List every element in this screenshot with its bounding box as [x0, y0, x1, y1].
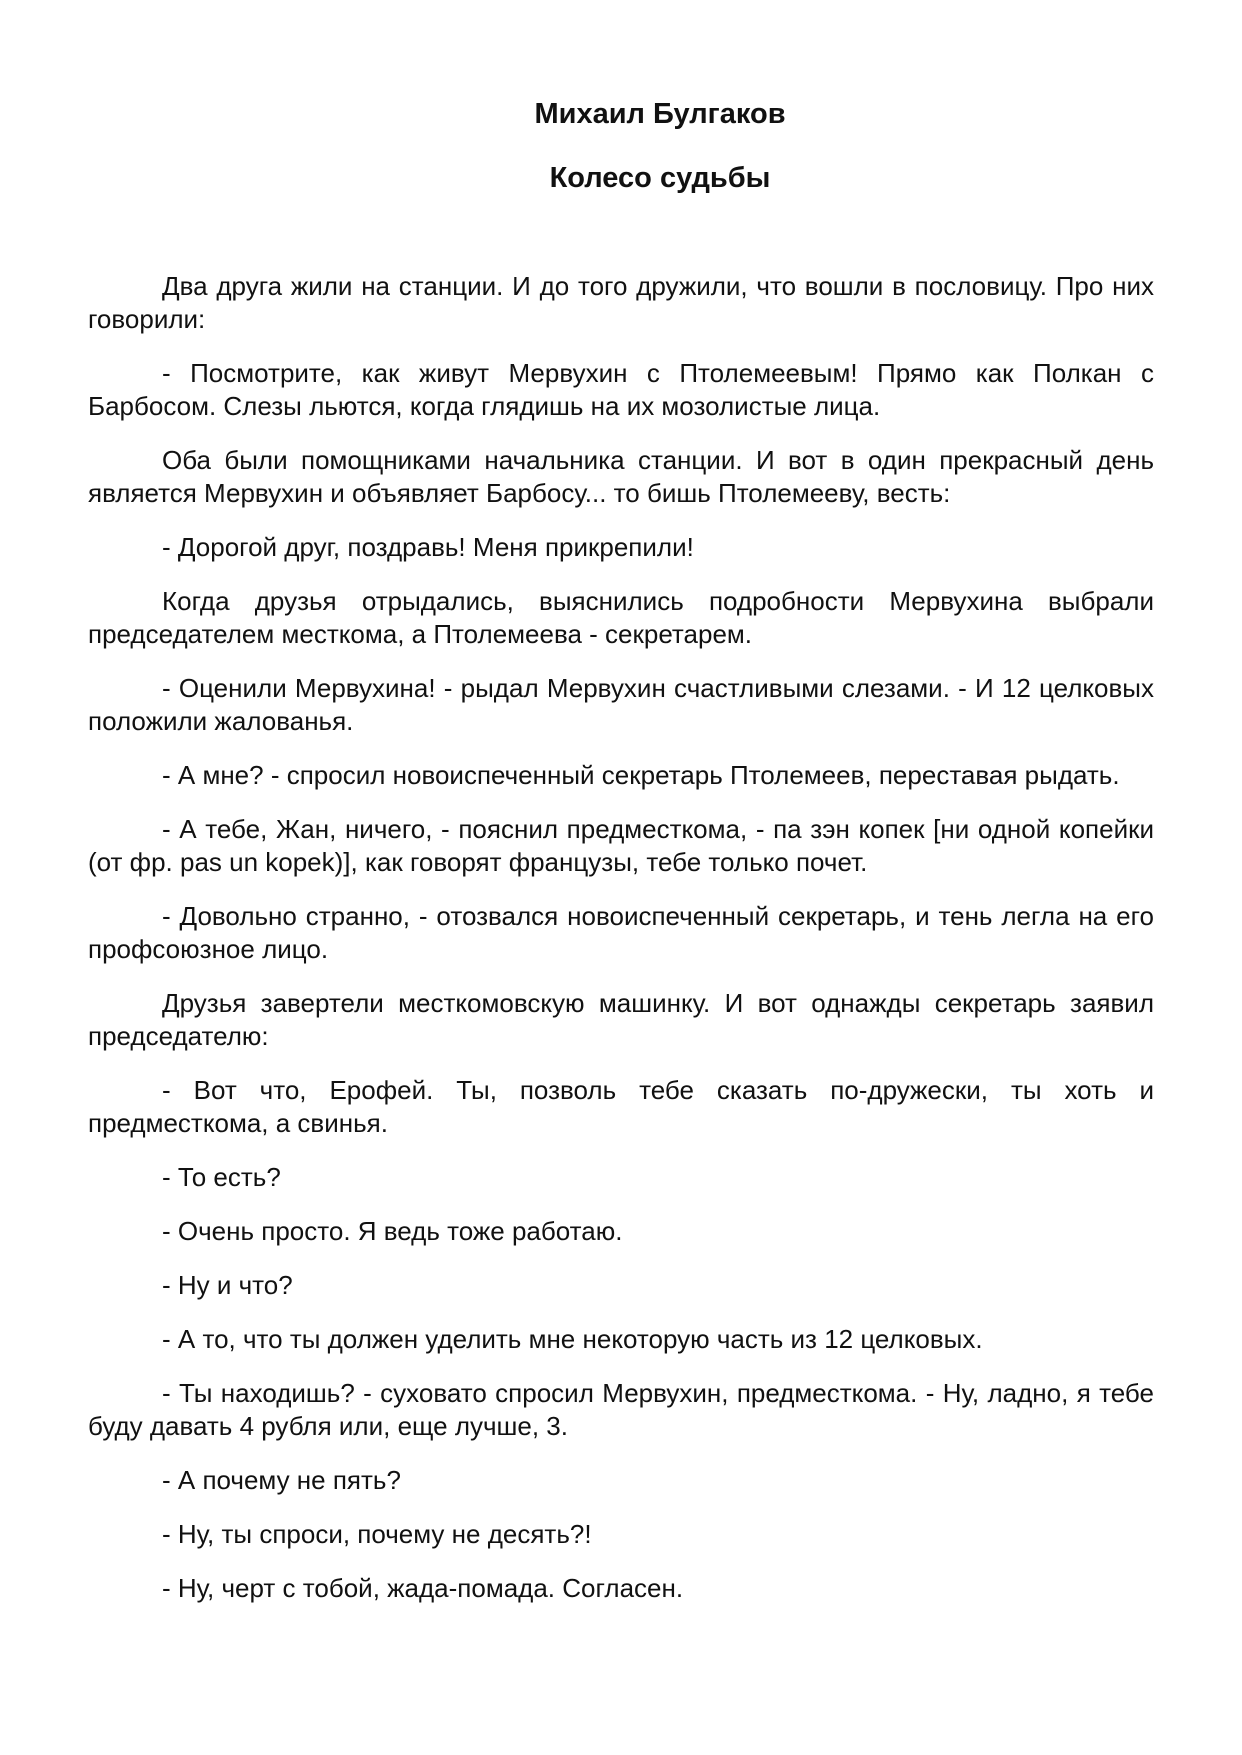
paragraph: - Оценили Мервухина! - рыдал Мервухин счастливыми слезами. - И 12 целковых положили жалованья.: [88, 673, 1154, 736]
paragraph: - А мне? - спросил новоиспеченный секретарь Птолемеев, переставая рыдать.: [162, 760, 1120, 790]
paragraph: Друзья завертели месткомовскую машинку. И вот однажды секретарь заявил председателю:: [88, 988, 1154, 1051]
paragraph: - А тебе, Жан, ничего, - пояснил предместкома, - па зэн копек [ни одной копейки (от фр. pas un kopek)], как говорят французы, тебе только почет.: [88, 814, 1154, 877]
paragraph: - А то, что ты должен уделить мне некоторую часть из 12 целковых.: [162, 1324, 983, 1354]
paragraph: - Посмотрите, как живут Мервухин с Птолемеевым! Прямо как Полкан с Барбосом. Слезы льются, когда глядишь на их мозолистые лица.: [88, 358, 1154, 421]
paragraph: - Довольно странно, - отозвался новоиспеченный секретарь, и тень легла на его профсоюзное лицо.: [88, 901, 1154, 964]
paragraph: Оба были помощниками начальника станции. И вот в один прекрасный день является Мервухин и объявляет Барбосу... то бишь Птолемееву, весть:: [88, 445, 1154, 508]
story-title: Колесо судьбы: [549, 162, 771, 194]
paragraph: - Вот что, Ерофей. Ты, позволь тебе сказать по-дружески, ты хоть и предместкома, а свинья.: [88, 1075, 1154, 1138]
paragraph: - Ну и что?: [162, 1270, 293, 1300]
paragraph: - То есть?: [162, 1162, 281, 1192]
paragraph: - А почему не пять?: [162, 1465, 401, 1495]
paragraph: - Ты находишь? - суховато спросил Мервухин, предместкома. - Ну, ладно, я тебе буду давать 4 рубля или, еще лучше, 3.: [88, 1378, 1154, 1441]
paragraph: - Очень просто. Я ведь тоже работаю.: [162, 1216, 623, 1246]
author-name: Михаил Булгаков: [534, 98, 786, 130]
paragraph: Когда друзья отрыдались, выяснились подробности Мервухина выбрали председателем месткома, а Птолемеева - секретарем.: [88, 586, 1154, 649]
paragraph: - Ну, черт с тобой, жада-помада. Согласен.: [162, 1573, 684, 1603]
paragraph: - Ну, ты спроси, почему не десять?!: [162, 1519, 592, 1549]
paragraph: Два друга жили на станции. И до того дружили, что вошли в пословицу. Про них говорили:: [88, 271, 1154, 334]
story-body: [88, 270, 1154, 1626]
paragraph: - Дорогой друг, поздравь! Меня прикрепили!: [162, 532, 694, 562]
